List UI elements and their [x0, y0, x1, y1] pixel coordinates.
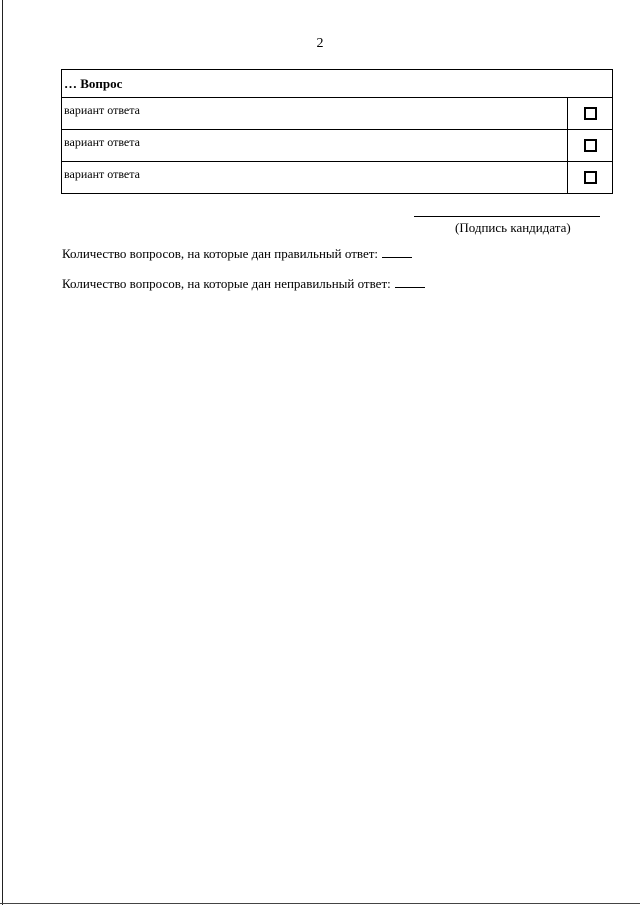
correct-count-blank[interactable]: [382, 247, 412, 258]
page-number: 2: [316, 36, 324, 51]
correct-count-line: [62, 246, 412, 262]
page-left-edge: [2, 0, 3, 905]
answer-option-label: вариант ответа: [62, 162, 568, 194]
question-table: [61, 69, 613, 194]
page-bottom-edge: [0, 903, 640, 904]
answer-row: [62, 162, 613, 194]
answer-option-label: вариант ответа: [62, 130, 568, 162]
signature-caption: (Подпись кандидата): [455, 220, 571, 235]
answer-row: [62, 98, 613, 130]
answer-checkbox-cell: [568, 162, 613, 194]
answer-checkbox-cell: [568, 130, 613, 162]
incorrect-count-line: [62, 276, 425, 292]
answer-checkbox[interactable]: [584, 139, 597, 152]
incorrect-count-label: Количество вопросов, на которые дан неправильный ответ:: [62, 276, 391, 291]
question-header-row: [62, 70, 613, 98]
incorrect-count-blank[interactable]: [395, 277, 425, 288]
answer-option-label: вариант ответа: [62, 98, 568, 130]
signature-line[interactable]: [414, 216, 600, 217]
answer-checkbox-cell: [568, 98, 613, 130]
question-title: … Вопрос: [62, 70, 613, 98]
answer-checkbox[interactable]: [584, 171, 597, 184]
answer-row: [62, 130, 613, 162]
answer-checkbox[interactable]: [584, 107, 597, 120]
correct-count-label: Количество вопросов, на которые дан правильный ответ:: [62, 246, 379, 261]
